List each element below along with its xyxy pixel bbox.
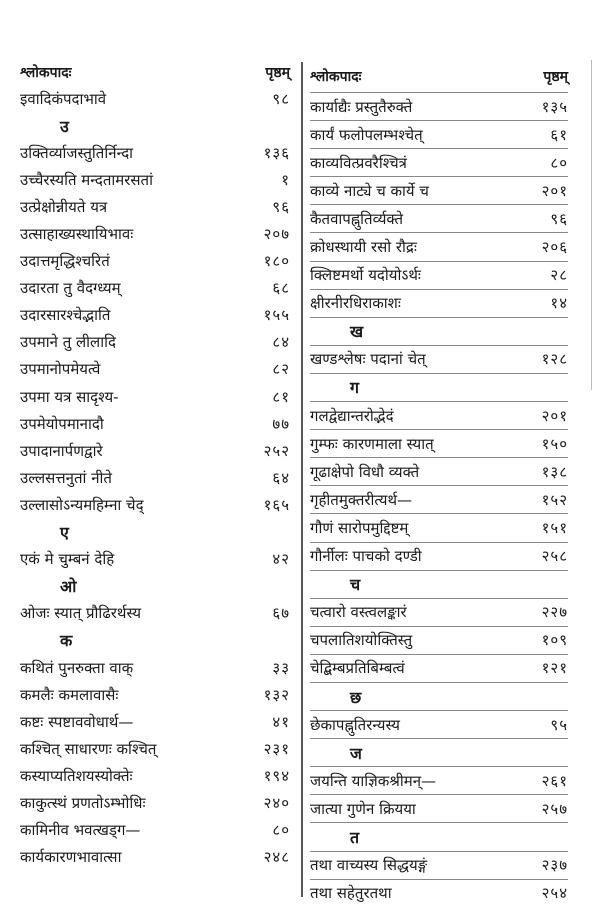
page-number: २५८ <box>541 547 568 566</box>
verse-text: ओजः स्यात् प्रौढिरर्थस्य <box>20 604 142 623</box>
column-divider <box>301 62 303 897</box>
verse-text: इवादिकंपदाभावे <box>20 89 107 108</box>
index-entry <box>20 600 290 627</box>
verse-text: उपमानोपमेयत्वे <box>20 360 101 379</box>
page-number: १३८ <box>541 462 568 481</box>
index-entry <box>20 789 290 816</box>
verse-text: कश्चित् साधारणः कश्चित् <box>20 739 157 758</box>
page-number: ६४ <box>272 468 290 487</box>
index-entry <box>310 120 568 148</box>
verse-text: उल्लसत्तनुतां नीते <box>20 468 112 487</box>
verse-text: उल्लासोऽन्यमहिम्ना चेद् <box>20 495 144 514</box>
page-number: २३७ <box>541 856 568 875</box>
verse-text: गौर्नीलः पाचको दण्डी <box>310 547 422 566</box>
verse-text: कमलैः कमलावासैः <box>20 685 119 704</box>
verse-text: क्रोधस्थायी रसो रौद्रः <box>310 238 417 257</box>
verse-text: कष्टः स्पष्टाववोधार्थ— <box>20 712 134 731</box>
index-entry <box>20 383 290 410</box>
section-letter-row <box>310 822 568 850</box>
page-number: १३५ <box>541 97 568 116</box>
page-number: २५२ <box>263 441 290 460</box>
section-letter-row <box>310 317 568 345</box>
verse-text: तथा सहेतुरतथा <box>310 884 392 903</box>
index-entry <box>20 437 290 464</box>
page-number: १५० <box>541 434 568 453</box>
index-entry <box>310 176 568 204</box>
verse-text: एकं मे चुम्बनं देहि <box>20 550 115 569</box>
verse-text: उपमाने तु लीलादि <box>20 333 116 352</box>
verse-column-heading: श्लोकपादः <box>20 65 72 81</box>
verse-text: कार्याद्यैः प्रस्तुतैरुक्ते <box>310 97 413 116</box>
page-column-heading: पृष्ठम् <box>543 68 568 85</box>
page-number: २५४ <box>541 884 568 903</box>
section-letter: च <box>350 575 361 595</box>
page-number: २२७ <box>541 603 568 622</box>
index-entry <box>310 851 568 879</box>
page-number: ८० <box>550 153 568 172</box>
page-number: २४० <box>263 793 290 812</box>
index-entry <box>310 485 568 513</box>
verse-text: उपादानार्पणद्वारे <box>20 441 103 460</box>
section-letter: क <box>60 631 73 651</box>
page-number: १५५ <box>263 306 290 325</box>
page-number: २५७ <box>541 799 568 818</box>
index-entry <box>310 429 568 457</box>
index-entry <box>20 681 290 708</box>
index-entry <box>20 817 290 844</box>
verse-text: गुम्फः कारणमाला स्यात् <box>310 434 434 453</box>
right-column-header <box>310 60 568 92</box>
index-entry <box>310 401 568 429</box>
index-entry <box>310 261 568 289</box>
section-letter: ज <box>350 743 362 763</box>
index-entry <box>20 410 290 437</box>
section-letter-row <box>310 682 568 710</box>
index-entry <box>20 546 290 573</box>
left-index-column <box>20 60 290 871</box>
verse-text: जयन्ति याज्ञिकश्रीमन्— <box>310 771 437 790</box>
index-entry <box>310 92 568 120</box>
page-number: ७७ <box>272 414 290 433</box>
left-column-header <box>20 60 290 85</box>
page-number: २६१ <box>541 771 568 790</box>
verse-text: जात्या गुणेन क्रियया <box>310 799 416 818</box>
page-number: १५२ <box>541 490 568 509</box>
section-letter-row <box>20 112 290 139</box>
verse-text: खण्डश्लेषः पदानां चेत् <box>310 350 426 369</box>
section-letter-row <box>20 519 290 546</box>
section-letter-row <box>310 373 568 401</box>
index-entry <box>310 879 568 907</box>
verse-text: उपमा यत्र सादृश्य- <box>20 387 119 406</box>
page-number: २३१ <box>263 739 290 758</box>
verse-text: छेकापह्नुतिरन्यस्य <box>310 715 401 734</box>
page-number: ९५ <box>550 715 568 734</box>
page-number: ९६ <box>272 197 290 216</box>
index-entry <box>310 148 568 176</box>
index-entry <box>20 166 290 193</box>
index-entry <box>310 654 568 682</box>
page-number: ९६ <box>550 209 568 228</box>
verse-text: उदात्तमृद्धिश्चरितं <box>20 252 110 271</box>
section-letter: उ <box>60 116 69 136</box>
verse-text: कार्यकारणभावात्सा <box>20 848 122 867</box>
section-letter-row <box>310 570 568 598</box>
right-index-column <box>310 60 568 907</box>
verse-text: काव्यवित्प्रवरैश्चित्रं <box>310 153 407 172</box>
index-entry <box>310 626 568 654</box>
page-number: ८४ <box>272 333 290 352</box>
verse-column-heading: श्लोकपादः <box>310 68 362 85</box>
index-entry <box>20 844 290 871</box>
page-number: १२८ <box>541 350 568 369</box>
index-entry <box>310 710 568 738</box>
page-number: १४ <box>550 294 568 313</box>
section-letter: ए <box>60 523 69 543</box>
page-number: ४२ <box>272 550 290 569</box>
page-number: १३६ <box>263 143 290 162</box>
index-entry <box>20 329 290 356</box>
index-entry <box>20 762 290 789</box>
index-entry <box>310 766 568 794</box>
verse-text: गृहीतमुक्तरीत्यर्थ— <box>310 490 413 509</box>
index-entry <box>20 248 290 275</box>
verse-text: उदारसारश्चेद्भाति <box>20 306 111 325</box>
section-letter: ग <box>350 378 360 398</box>
page-number: ६८ <box>272 279 290 298</box>
section-letter-row <box>20 627 290 654</box>
page-number: २०७ <box>263 225 290 244</box>
index-entry <box>20 356 290 383</box>
page-column-heading: पृष्ठम् <box>265 65 290 81</box>
verse-text: गौणं सारोपमुद्दिष्टम् <box>310 518 409 537</box>
page-number: ४१ <box>272 712 290 731</box>
section-letter-row <box>310 738 568 766</box>
section-letter: त <box>350 827 360 847</box>
page-number: १ <box>281 170 290 189</box>
page-number: २४८ <box>263 848 290 867</box>
page-number: २०१ <box>541 406 568 425</box>
page-number: १६५ <box>263 495 290 514</box>
index-entry <box>20 302 290 329</box>
verse-text: उत्साहाख्यस्थायिभावः <box>20 225 134 244</box>
page-number: ६७ <box>272 604 290 623</box>
index-entry <box>20 708 290 735</box>
index-entry <box>20 735 290 762</box>
index-entry <box>310 204 568 232</box>
verse-text: चेद्बिम्बप्रतिबिम्बत्वं <box>310 659 405 678</box>
verse-text: कैतवापह्नुतिर्व्यक्ते <box>310 209 404 228</box>
verse-text: काव्ये नाट्ये च कार्ये च <box>310 181 429 200</box>
verse-text: उच्चैरस्यति मन्दतामरसतां <box>20 170 153 189</box>
verse-text: काकुत्स्थं प्रणतोऽम्भोधिः <box>20 793 146 812</box>
page-number: ९८ <box>272 89 290 108</box>
index-entry <box>20 85 290 112</box>
verse-text: गूढाक्षेपो विधौ व्यक्ते <box>310 462 420 481</box>
verse-text: गलद्वेद्यान्तरोद्भेदं <box>310 406 394 425</box>
verse-text: कामिनीव भवत्खड्ग— <box>20 821 141 840</box>
verse-text: चत्वारो वस्त्वलङ्कारं <box>310 603 407 622</box>
page-number: २०१ <box>541 181 568 200</box>
index-entry <box>310 232 568 260</box>
page-number: १३२ <box>263 685 290 704</box>
section-letter: छ <box>350 687 362 707</box>
index-entry <box>310 457 568 485</box>
index-entry <box>20 275 290 302</box>
verse-text: तथा वाच्यस्य सिद्धयङ्गं <box>310 856 428 875</box>
index-entry <box>310 598 568 626</box>
section-letter-row <box>20 573 290 600</box>
section-letter: ख <box>350 322 364 342</box>
page-number: १८० <box>263 252 290 271</box>
verse-text: कथितं पुनरुक्ता वाक् <box>20 658 134 677</box>
verse-text: उदारता तु वैदग्ध्यम् <box>20 279 121 298</box>
verse-text: उत्प्रेक्षोन्नीयते यत्र <box>20 197 108 216</box>
index-entry <box>20 654 290 681</box>
page-number: १२१ <box>541 659 568 678</box>
verse-text: उक्तिर्व्याजस्तुतिर्निन्दा <box>20 143 134 162</box>
page-number: २०६ <box>541 238 568 257</box>
verse-text: चपलातिशयोक्तिस्तु <box>310 631 413 650</box>
verse-text: कस्याप्यतिशयस्योक्तेः <box>20 766 133 785</box>
verse-text: कार्यं फलोपलम्भश्चेत् <box>310 125 423 144</box>
page-number: ८० <box>272 821 290 840</box>
page-number: १९४ <box>263 766 290 785</box>
verse-text: क्लिष्टमर्थो यदोयोऽर्थः <box>310 266 421 285</box>
index-entry <box>310 345 568 373</box>
index-entry <box>20 464 290 491</box>
verse-text: उपमेयोपमानादौ <box>20 414 104 433</box>
index-entry <box>20 193 290 220</box>
page-number: ६१ <box>550 125 568 144</box>
index-entry <box>310 289 568 317</box>
index-entry <box>310 794 568 822</box>
page-number: ८२ <box>272 360 290 379</box>
index-entry <box>20 491 290 518</box>
index-entry <box>20 139 290 166</box>
index-entry <box>310 513 568 541</box>
index-entry <box>20 220 290 247</box>
index-entry <box>310 542 568 570</box>
page-number: २८ <box>550 266 568 285</box>
section-letter: ओ <box>60 577 77 597</box>
page-number: १०९ <box>541 631 568 650</box>
page-number: ३३ <box>272 658 290 677</box>
page-edge-line <box>591 60 592 390</box>
verse-text: क्षीरनीरधिराकाशः <box>310 294 401 313</box>
page-number: ८१ <box>272 387 290 406</box>
page-number: १५१ <box>541 518 568 537</box>
